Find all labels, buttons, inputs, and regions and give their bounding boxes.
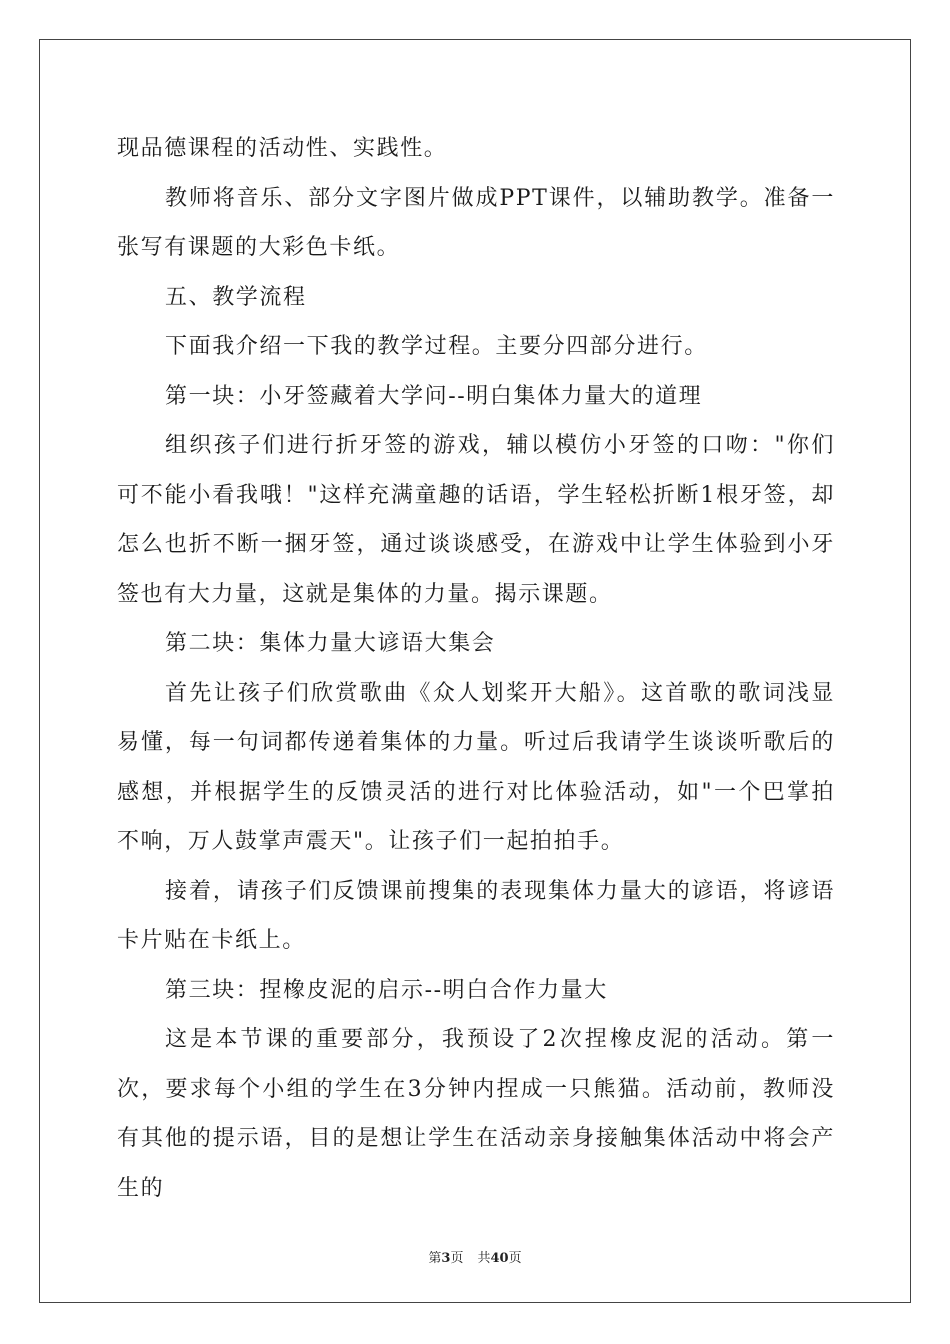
paragraph: 首先让孩子们欣赏歌曲《众人划桨开大船》。这首歌的歌词浅显易懂，每一句词都传递着集体的力量。听过后我请学生谈谈听歌后的感想，并根据学生的反馈灵活的进行对比体验活动，如"一个巴掌拍不响，万人鼓掌声震天"。让孩子们一起拍拍手。 xyxy=(117,680,835,854)
document-body xyxy=(117,124,835,1213)
subsection-heading: 第二块：集体力量大谚语大集会 xyxy=(165,631,496,656)
total-suffix: 页 xyxy=(508,1251,522,1266)
page-current: 3 xyxy=(441,1251,451,1266)
paragraph: 现品德课程的活动性、实践性。 xyxy=(117,136,448,161)
total-prefix: 共 xyxy=(477,1251,491,1266)
subsection-heading: 第一块：小牙签藏着大学问--明白集体力量大的道理 xyxy=(165,383,703,409)
paragraph: 接着，请孩子们反馈课前搜集的表现集体力量大的谚语，将谚语卡片贴在卡纸上。 xyxy=(117,878,835,953)
paragraph: 这是本节课的重要部分，我预设了2次捏橡皮泥的活动。第一次，要求每个小组的学生在3分钟内捏成一只熊猫。活动前，教师没有其他的提示语，目的是想让学生在活动亲身接触集体活动中将会产生的 xyxy=(117,1027,835,1201)
page-footer xyxy=(0,1247,950,1266)
paragraph: 教师将音乐、部分文字图片做成PPT课件，以辅助教学。准备一张写有课题的大彩色卡纸。 xyxy=(117,185,835,260)
subsection-heading: 第三块：捏橡皮泥的启示--明白合作力量大 xyxy=(165,977,608,1003)
paragraph: 下面我介绍一下我的教学过程。主要分四部分进行。 xyxy=(165,334,708,359)
page-total: 40 xyxy=(490,1251,509,1266)
page-prefix: 第 xyxy=(428,1251,442,1266)
page-suffix: 页 xyxy=(450,1251,464,1266)
paragraph: 组织孩子们进行折牙签的游戏，辅以模仿小牙签的口吻："你们可不能小看我哦！"这样充满童趣的话语，学生轻松折断1根牙签，却怎么也折不断一捆牙签，通过谈谈感受，在游戏中让学生体验到小牙签也有大力量，这就是集体的力量。揭示课题。 xyxy=(117,433,835,607)
section-heading: 五、教学流程 xyxy=(165,284,307,310)
